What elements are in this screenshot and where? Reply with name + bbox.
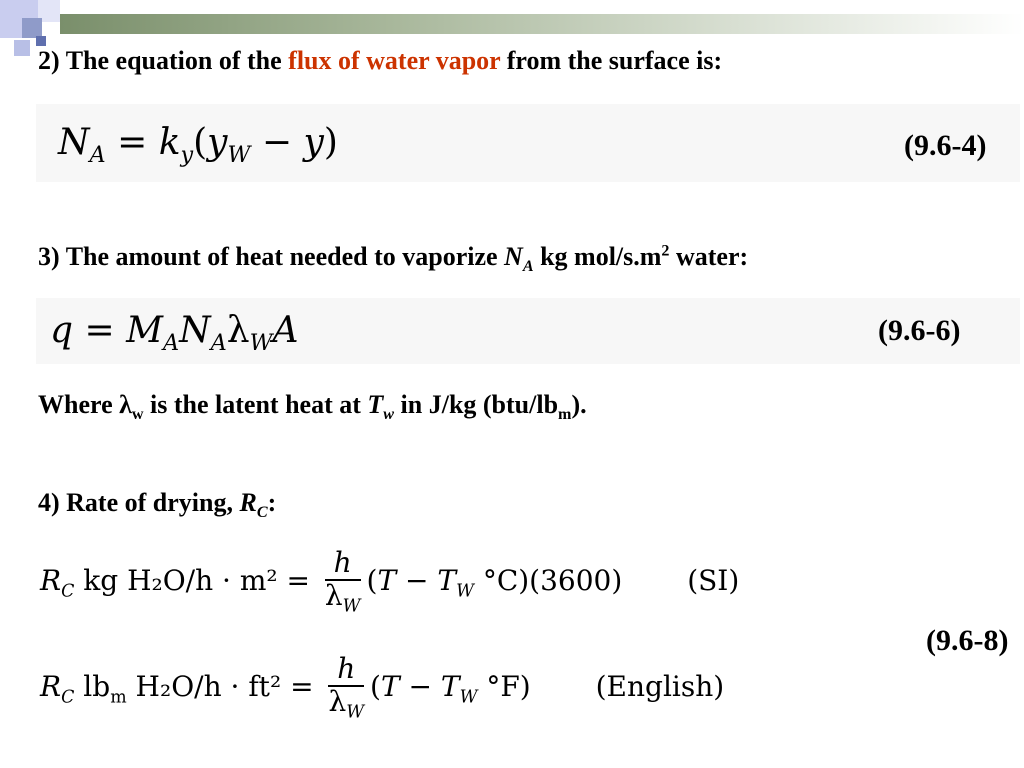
rate-si-system: (SI) <box>687 563 740 597</box>
header-bar <box>60 14 1024 34</box>
heat-heading-pre: 3) The amount of heat needed to vaporize <box>38 242 505 271</box>
flux-heading-post: from the surface is: <box>500 46 723 75</box>
equation-number-flux: (9.6-4) <box>904 129 987 162</box>
heat-heading <box>38 242 748 276</box>
where-temp-sub: w <box>383 406 395 424</box>
heat-var: N <box>504 242 523 271</box>
flux-highlight: flux of water vapor <box>288 46 501 75</box>
equation-flux: $N_A = k_y(y_W - y)$ <box>58 122 338 169</box>
rate-heading-pre: 4) Rate of drying, <box>38 488 240 517</box>
equation-number-rate: (9.6-8) <box>926 624 1009 657</box>
heat-var-sub: A <box>522 258 534 276</box>
equation-heat: $q = M_AN_A\lambda_WA$ <box>50 310 299 357</box>
rate-en-units-sub: m <box>110 687 127 708</box>
fraction-english: $\frac{h}{\lambda_W}$ <box>328 652 365 723</box>
equation-number-heat: (9.6-6) <box>878 314 961 347</box>
where-line <box>38 390 587 424</box>
rate-si-units: kg H₂O/h · m² <box>83 563 278 597</box>
fraction-si: $\frac{h}{\lambda_W}$ <box>324 546 361 617</box>
rate-en-tail: °F) <box>486 669 531 703</box>
where-sub: w <box>131 406 144 424</box>
rate-heading <box>38 488 276 522</box>
heat-heading-mid: kg mol/s.m <box>533 242 662 271</box>
equation-rate-english: $R_C$ $lb_m$ H₂O/h · ft² = $\frac{h}{\lambda_W}$ ($T - T_W$ °F) (English) <box>40 652 725 723</box>
where-mid: is the latent heat at <box>143 390 368 419</box>
rate-var: R <box>239 488 257 517</box>
equation-rate-si: $R_C$ kg H₂O/h · m² = $\frac{h}{\lambda_W}$ ($T - T_W$ °C)(3600) (SI) <box>40 546 740 617</box>
where-temp: T <box>367 390 384 419</box>
decor-square <box>14 40 30 56</box>
flux-heading <box>38 46 722 76</box>
where-pre: Where λ <box>38 390 132 419</box>
where-unit-sub: m <box>558 406 572 424</box>
flux-heading-pre: 2) The equation of the <box>38 46 289 75</box>
rate-colon: : <box>267 488 277 517</box>
rate-en-units-pre: lb <box>83 669 111 703</box>
where-end: ). <box>571 390 587 419</box>
rate-en-units-post: H₂O/h · ft² <box>126 669 282 703</box>
rate-en-system: (English) <box>595 669 725 703</box>
decor-square <box>22 18 42 38</box>
rate-var-sub: C <box>256 504 268 522</box>
decor-square <box>36 36 46 46</box>
rate-si-tail: °C)(3600) <box>482 563 623 597</box>
heat-heading-post: water: <box>669 242 749 271</box>
heat-sup: 2 <box>661 242 670 260</box>
where-unit: in J/kg (btu/lb <box>394 390 559 419</box>
